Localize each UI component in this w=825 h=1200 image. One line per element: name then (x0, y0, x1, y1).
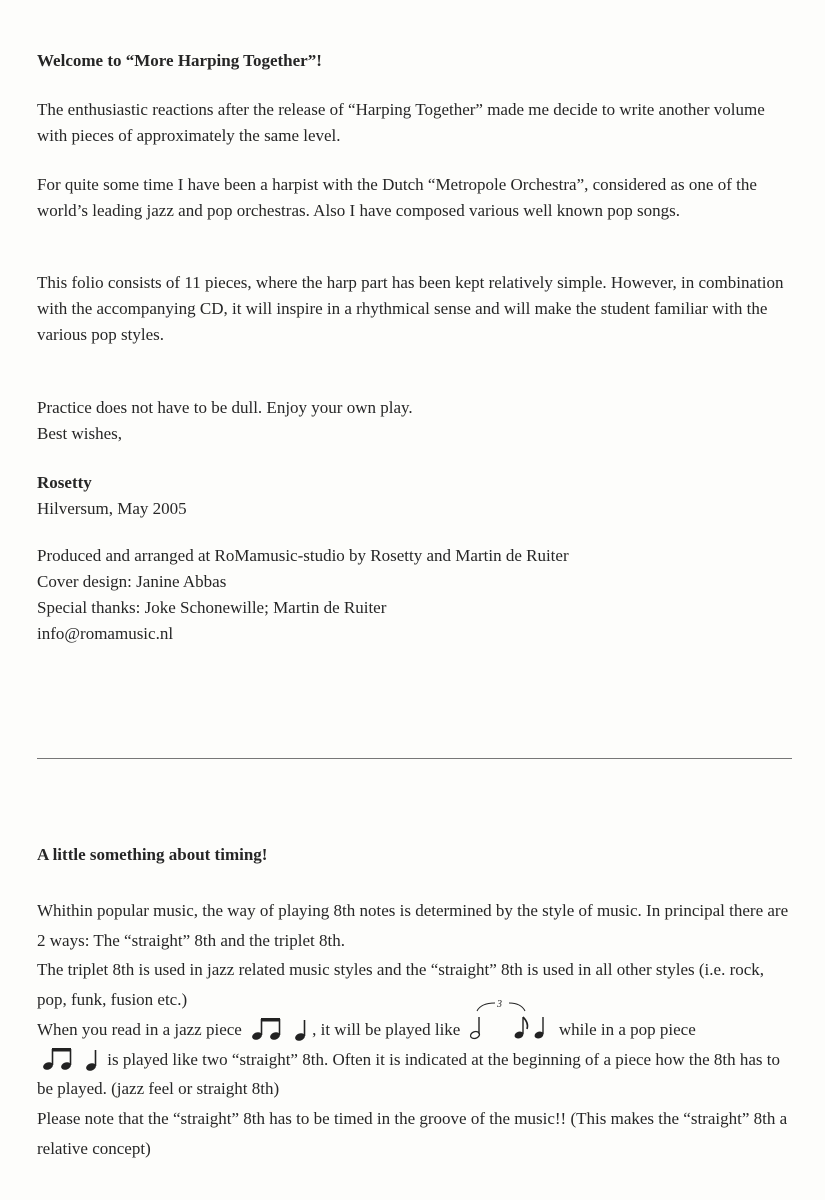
triplet-mark: 3 (496, 998, 502, 1010)
timing-line-5: Please note that the “straight” 8th has to be timed in the groove of the music!! (This makes the “straight” 8th a relative concept) (37, 1108, 788, 1158)
timing-text-played-like: , it will be played like (312, 1019, 461, 1039)
timing-heading: A little something about timing! (37, 845, 268, 864)
timing-body (37, 896, 797, 1163)
welcome-paragraph-3: This folio consists of 11 pieces, where the harp part has been kept relatively simple. However, in combination with the accompanying CD, it will inspire in a rhythmical sense and will make the student familiar with the various pop styles. (37, 273, 784, 344)
timing-line-1: Whithin popular music, the way of playing 8th notes is determined by the style of music. In principal there are 2 ways: The “straight” 8th and the triplet 8th. (37, 901, 789, 950)
section-divider (37, 758, 792, 759)
timing-line-3 (37, 998, 797, 1045)
credits-produced: Produced and arranged at RoMamusic-studio by Rosetty and Martin de Ruiter (37, 546, 569, 565)
credits-cover: Cover design: Janine Abbas (37, 572, 227, 591)
closing-block (37, 395, 797, 447)
practice-line: Practice does not have to be dull. Enjoy your own play. (37, 398, 413, 417)
timing-line-2: The triplet 8th is used in jazz related music styles and the “straight” 8th is used in all other styles (i.e. rock, pop, funk, fusion etc.) (37, 960, 765, 1010)
timing-text-jazz-piece: When you read in a jazz piece (37, 1019, 242, 1039)
place-date: Hilversum, May 2005 (37, 499, 187, 518)
welcome-heading: Welcome to “More Harping Together”! (37, 51, 322, 70)
best-wishes-line: Best wishes, (37, 424, 122, 443)
welcome-paragraph-2: For quite some time I have been a harpist with the Dutch “Metropole Orchestra”, considered as one of the world’s leading jazz and pop orchestras. Also I have composed various well known pop songs. (37, 175, 757, 220)
triplet-swing-notes-icon (467, 998, 553, 1041)
credits-email[interactable]: info@romamusic.nl (37, 624, 174, 643)
timing-text-pop-piece: while in a pop piece (558, 1019, 696, 1039)
credits-block (37, 543, 797, 647)
beamed-eighths-quarter-icon (248, 1015, 310, 1041)
timing-line-4 (37, 1045, 797, 1104)
signature-block (37, 470, 797, 522)
beamed-eighths-quarter-icon (39, 1045, 101, 1071)
welcome-paragraph-1: The enthusiastic reactions after the release of “Harping Together” made me decide to write another volume with pieces of approximately the same level. (37, 100, 765, 145)
signature-name: Rosetty (37, 473, 92, 492)
credits-thanks: Special thanks: Joke Schonewille; Martin de Ruiter (37, 598, 387, 617)
timing-text-straight-eighths: is played like two “straight” 8th. Often it is indicated at the beginning of a piece how the 8th has to be played. (jazz feel or straight 8th) (37, 1049, 780, 1099)
